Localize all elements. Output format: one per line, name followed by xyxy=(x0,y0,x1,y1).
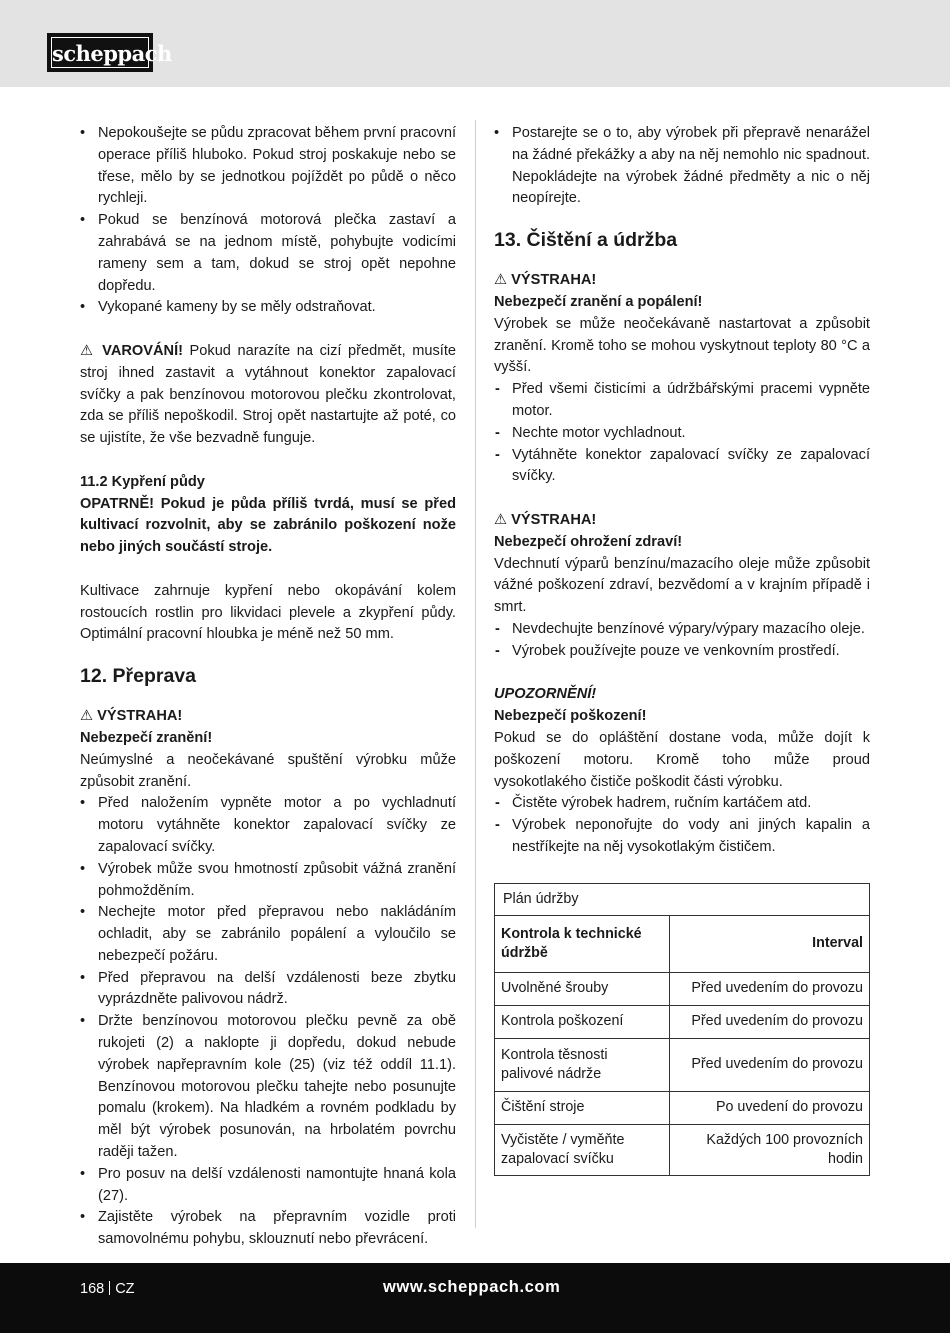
table-row xyxy=(495,1124,870,1175)
page-number xyxy=(80,1280,135,1298)
warning1-hazard: Nebezpečí zranění a popálení! xyxy=(494,293,703,310)
list-item: - Čistěte výrobek hadrem, ručním kartáčem atd. xyxy=(494,793,870,815)
table-cell-task: Uvolněné šrouby xyxy=(495,972,670,1005)
language-code: CZ xyxy=(115,1281,135,1297)
notice-text: Pokud se do opláštění dostane voda, může dojít k poškození motoru. Kromě toho může proud vysokotlakého čističe poškodit části výrobku. xyxy=(494,729,870,790)
list-item: • Vykopané kameny by se měly odstraňovat. xyxy=(80,297,456,319)
table-cell-interval: Před uvedením do provozu xyxy=(670,972,870,1005)
warning2-hazard: Nebezpečí ohrožení zdraví! xyxy=(494,533,683,550)
warning1-text: Výrobek se může neočekávaně nastartovat a způsobit zranění. Kromě toho se mohou vyskytnout teploty 80 °C a vyšší. xyxy=(494,315,870,376)
warning-triangle-icon: ⚠ xyxy=(494,511,508,528)
section-12-title: 12. Přeprava xyxy=(80,665,197,688)
caution-text: OPATRNĚ! Pokud je půda příliš tvrdá, musí se před kultivací rozvolnit, aby se zabránilo poškození nože nebo jiných součástí stroje. xyxy=(80,495,456,556)
section-13-title: 13. Čištění a údržba xyxy=(494,229,678,252)
table-cell-task: Čištění stroje xyxy=(495,1091,670,1124)
warning-triangle-icon: ⚠ xyxy=(80,342,96,359)
warning-triangle-icon: ⚠ xyxy=(80,708,94,725)
table-header-interval: Interval xyxy=(670,915,870,972)
warning-label: VAROVÁNÍ! xyxy=(102,342,183,359)
scheppach-logo xyxy=(47,33,172,72)
transport-hazard: Nebezpečí zranění! xyxy=(80,729,213,746)
warning1-list xyxy=(494,379,870,488)
table-cell-task: Kontrola poškození xyxy=(495,1005,670,1038)
list-item: • Výrobek může svou hmotností způsobit vážná zranění pohmožděním. xyxy=(80,859,456,903)
transport-intro: Neúmyslné a neočekávané spuštění výrobku může způsobit zranění. xyxy=(80,751,456,790)
table-cell-interval: Před uvedením do provozu xyxy=(670,1038,870,1091)
list-item: • Nepokoušejte se půdu zpracovat během první pracovní operace příliš hluboko. Pokud stroj poskakuje nebo se třese, mělo by se jednotkou pojíždět po půdě o něco rychleji. xyxy=(80,123,456,210)
notice-hazard: Nebezpečí poškození! xyxy=(494,708,647,725)
notice-list xyxy=(494,793,870,858)
warning1-label: VÝSTRAHA! xyxy=(511,272,597,289)
table-header-task: Kontrola k technické údržbě xyxy=(495,915,670,972)
table-row xyxy=(495,1005,870,1038)
list-item: - Vytáhněte konektor zapalovací svíčky ze zapalovací svíčky. xyxy=(494,445,870,489)
table-cell-task: Vyčistěte / vyměňte zapalovací svíčku xyxy=(495,1124,670,1175)
list-item: - Výrobek neponořujte do vody ani jiných kapalin a nestříkejte na něj vysokotlakým čističem. xyxy=(494,815,870,859)
tilling-tips-list xyxy=(80,123,456,319)
list-item: • Před přepravou na delší vzdálenosti beze zbytku vyprázdněte palivovou nádrž. xyxy=(80,968,456,1012)
foreign-object-warning xyxy=(80,341,456,450)
maintenance-table xyxy=(494,883,870,1176)
page-footer xyxy=(0,1263,950,1333)
warning2-list xyxy=(494,619,870,663)
table-cell-interval: Před uvedením do provozu xyxy=(670,1005,870,1038)
left-column xyxy=(80,123,456,1251)
list-item: - Nechte motor vychladnout. xyxy=(494,423,870,445)
list-item: • Zajistěte výrobek na přepravním vozidle proti samovolnému pohybu, sklouznutí nebo převrácení. xyxy=(80,1207,456,1251)
list-item: • Pokud se benzínová motorová plečka zastaví a zahrabává se na jednom místě, pohybujte vodicími rameny sem a tam, dokud se stroj opět nepohne dopředu. xyxy=(80,210,456,297)
notice-label: UPOZORNĚNÍ! xyxy=(494,686,597,703)
logo-text: scheppach xyxy=(51,37,149,68)
right-column xyxy=(494,123,870,1176)
transport-list-continued xyxy=(494,123,870,210)
table-row xyxy=(495,972,870,1005)
maintenance-table-title: Plán údržby xyxy=(495,883,870,915)
section-11-2-title: 11.2 Kypření půdy xyxy=(80,473,205,490)
warning-text: Pokud narazíte na cizí předmět, musíte stroj ihned zastavit a vytáhnout konektor zapalovací svíčky a pak benzínovou motorovou plečku zkontrolovat, zda se příliš nepoškodil. Stroj opět nastartujte až poté, co se ujistíte, že vše bezvadně funguje. xyxy=(80,342,456,447)
warning2-label: VÝSTRAHA! xyxy=(511,511,597,528)
list-item: - Nevdechujte benzínové výpary/výpary mazacího oleje. xyxy=(494,619,870,641)
warning-triangle-icon: ⚠ xyxy=(494,272,508,289)
warning2-text: Vdechnutí výparů benzínu/mazacího oleje může způsobit vážné poškození zdraví, bezvědomí a v krajním případě i smrt. xyxy=(494,555,870,616)
list-item: • Před naložením vypněte motor a po vychladnutí motoru vytáhněte konektor zapalovací svíčky ze zapalovací svíčky. xyxy=(80,793,456,858)
list-item: - Výrobek používejte pouze ve venkovním prostředí. xyxy=(494,641,870,663)
table-cell-interval: Každých 100 provozních hodin xyxy=(670,1124,870,1175)
table-row xyxy=(495,1091,870,1124)
list-item: • Postarejte se o to, aby výrobek při přepravě nenarážel na žádné překážky a aby na něj nemohlo nic spadnout. Nepokládejte na výrobek žádné předměty a nic o něj neopírejte. xyxy=(494,123,870,210)
website-link[interactable]: www.scheppach.com xyxy=(383,1278,561,1296)
table-cell-task: Kontrola těsnosti palivové nádrže xyxy=(495,1038,670,1091)
table-cell-interval: Po uvedení do provozu xyxy=(670,1091,870,1124)
list-item: • Držte benzínovou motorovou plečku pevně za obě rukojeti (2) a naklopte ji dopředu, dokud nebude výrobek napřepravním kole (25) (viz též oddíl 11.1). Benzínovou motorovou plečku tahejte nebo posunujte pomalu (krokem). Na hladkém a rovném podkladu by měl být výrobek posunován, na hrbolatém povrchu raději tažen. xyxy=(80,1011,456,1164)
table-row xyxy=(495,1038,870,1091)
cultivation-text: Kultivace zahrnuje kypření nebo okopávání kolem rostoucích rostlin pro likvidaci plevele a zkypření půdy. Optimální pracovní hloubka je méně než 50 mm. xyxy=(80,582,456,643)
page-number-value: 168 xyxy=(80,1281,105,1297)
list-item: - Před všemi čisticími a údržbářskými pracemi vypněte motor. xyxy=(494,379,870,423)
transport-list xyxy=(80,793,456,1251)
transport-warning-label: VÝSTRAHA! xyxy=(97,708,183,725)
list-item: • Pro posuv na delší vzdálenosti namontujte hnaná kola (27). xyxy=(80,1164,456,1208)
list-item: • Nechejte motor před přepravou nebo nakládáním ochladit, aby se zabránilo popálení a vyloučilo se nebezpečí požáru. xyxy=(80,902,456,967)
column-divider xyxy=(475,120,476,1228)
page-header xyxy=(0,0,950,87)
